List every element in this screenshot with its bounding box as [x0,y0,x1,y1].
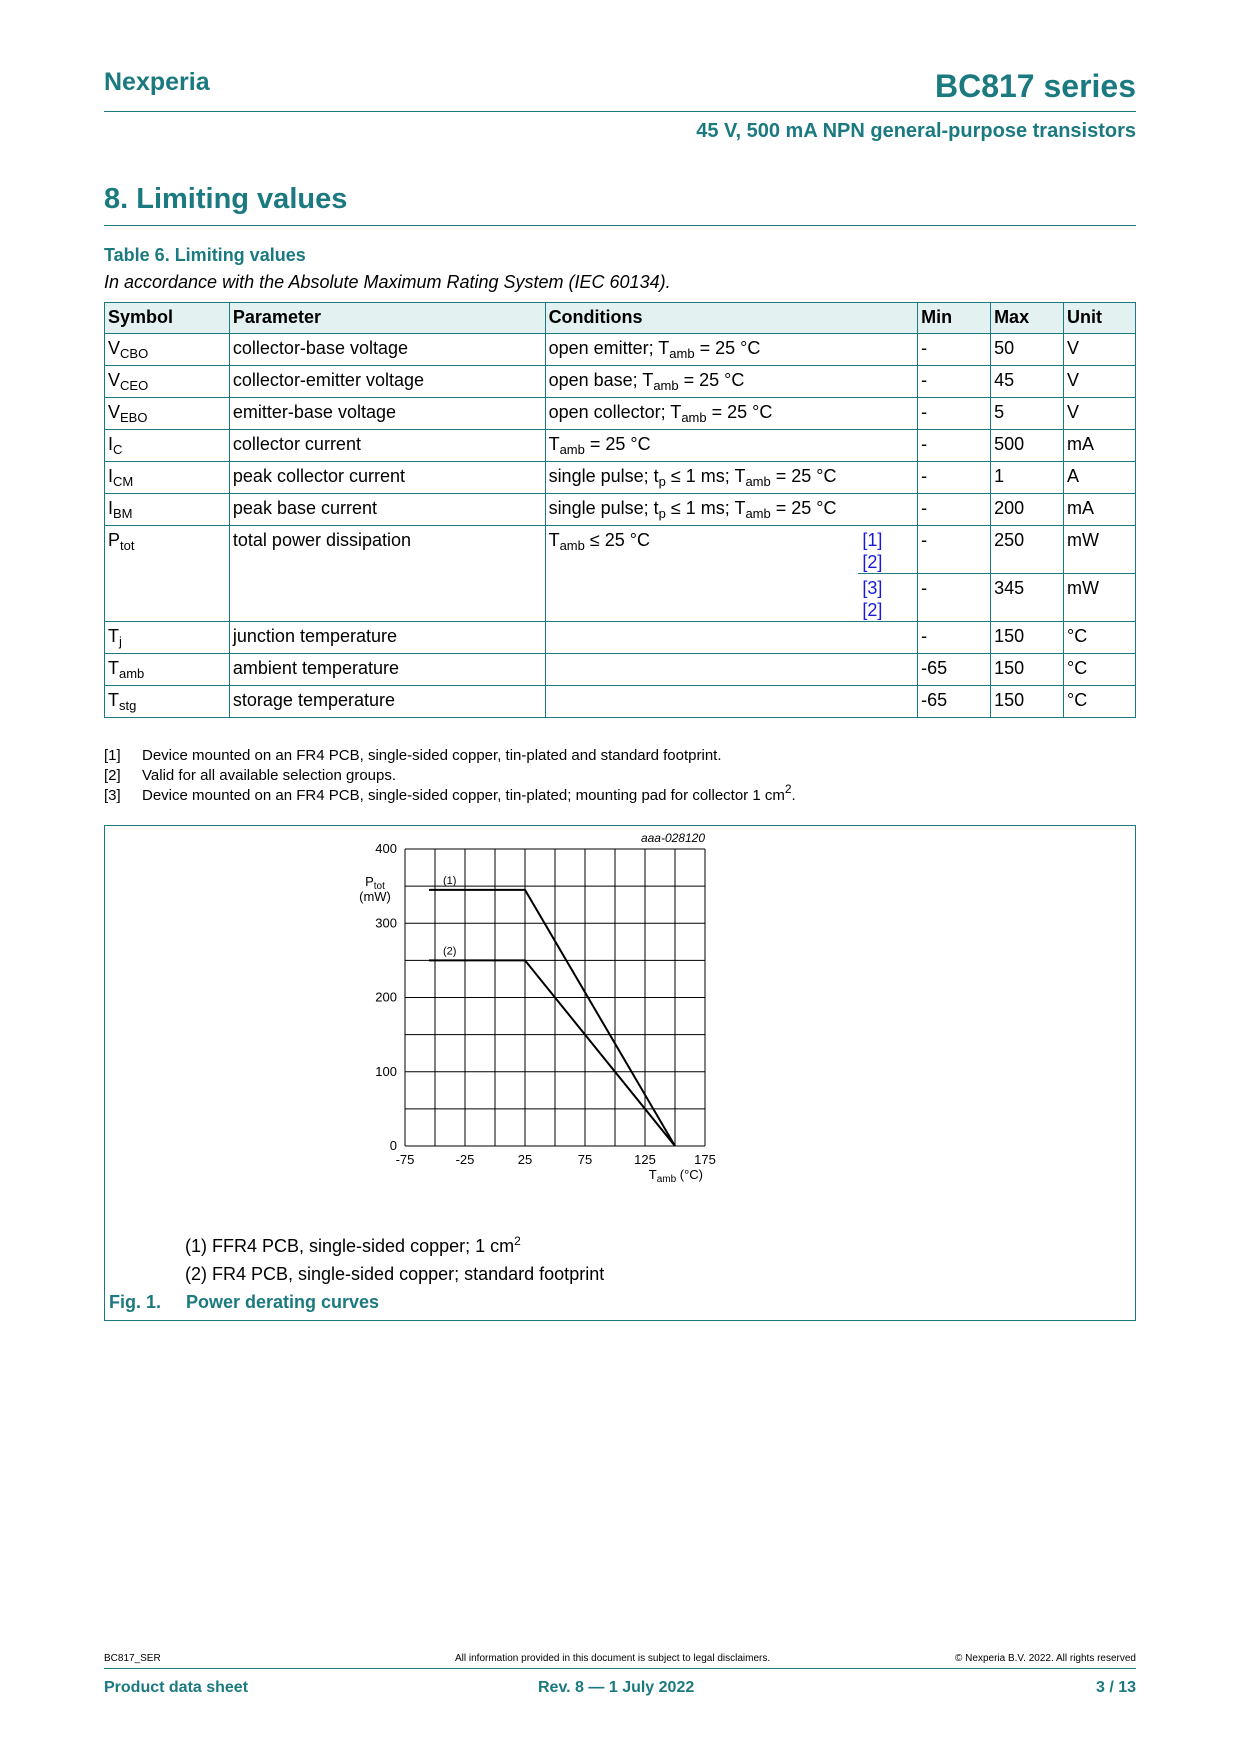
cell-conditions: single pulse; $t_p \le 1$ ms; $T_{amb} = 25$ °C [545,494,918,526]
table-row [105,654,1136,686]
table-row [105,686,1136,718]
cell-symbol: $I_{CM}$ [105,462,230,494]
y-tick-label: 400 [375,841,397,856]
cell-min: - [918,574,991,622]
cell-unit: A [1064,462,1136,494]
figure-code: aaa-028120 [640,831,705,845]
cell-conditions: $T_{amb} = 25$ °C [545,430,918,462]
cell-conditions: $T_{amb} \le 25$ °C [545,526,858,622]
document-subtitle: 45 V, 500 mA NPN general-purpose transistors [696,120,1136,142]
cell-symbol: $I_{BM}$ [105,494,230,526]
y-tick-label: 0 [389,1138,397,1153]
series-label-1: (1) [443,874,457,887]
cell-min: - [918,462,991,494]
cell-min: - [918,526,991,574]
header-unit: Unit [1064,303,1136,334]
table-row [105,462,1136,494]
cell-parameter: collector-emitter voltage [229,366,545,398]
note-ref-link[interactable]: [1] [862,530,883,550]
table-row [105,430,1136,462]
cell-max: 150 [991,686,1064,718]
cell-symbol: $V_{CEO}$ [105,366,230,398]
header-max: Max [991,303,1064,334]
footer-disclaimer: All information provided in this document is subject to legal disclaimers. [455,1653,771,1664]
y-tick-label: 100 [375,1063,397,1079]
cell-max: 1 [991,462,1064,494]
header-min: Min [918,303,991,334]
cell-conditions [545,686,918,718]
cell-conditions [545,654,918,686]
cell-unit: V [1064,334,1136,366]
cell-conditions: open emitter; $T_{amb} = 25$ °C [545,334,918,366]
cell-parameter: storage temperature [229,686,545,718]
cell-max: 345 [991,574,1064,622]
footer-doc-code: BC817_SER [104,1653,161,1664]
cell-min: - [918,334,991,366]
cell-min: - [918,622,991,654]
cell-symbol: $I_C$ [105,430,230,462]
cell-parameter: total power dissipation [229,526,545,622]
table-row [105,622,1136,654]
section-title: 8. Limiting values [104,183,348,215]
x-tick-label: -75 [395,1152,415,1167]
table-row [105,366,1136,398]
cell-symbol: $P_{tot}$ [105,526,230,622]
cell-references [858,526,918,574]
header-conditions: Conditions [545,303,918,334]
cell-unit: °C [1064,654,1136,686]
table-row [105,494,1136,526]
cell-max: 250 [991,526,1064,574]
cell-parameter: emitter-base voltage [229,398,545,430]
table-header-row [105,303,1136,334]
cell-max: 50 [991,334,1064,366]
figure-box [104,825,1136,1321]
footer-divider [104,1668,1136,1669]
brand-name: Nexperia [104,68,210,96]
y-tick-label: 300 [375,915,397,931]
cell-min: - [918,398,991,430]
cell-parameter: peak collector current [229,462,545,494]
x-tick-label: 75 [577,1152,593,1167]
legend-item-1: (1) FFR4 PCB, single-sided copper; 1 $cm^2$ [185,1234,521,1256]
cell-max: 150 [991,654,1064,686]
header-divider [104,111,1136,112]
note-1: [1] Device mounted on an FR4 PCB, single-sided copper, tin-plated and standard footprint. [104,747,722,764]
cell-max: 5 [991,398,1064,430]
cell-symbol: $V_{CBO}$ [105,334,230,366]
y-axis-label: $P_{tot}$ [365,874,385,892]
x-tick-label: 125 [634,1152,656,1167]
cell-min: - [918,430,991,462]
cell-max: 500 [991,430,1064,462]
x-tick-label: 25 [517,1152,533,1167]
series-line-2 [429,960,675,1146]
cell-min: - [918,494,991,526]
document-title: BC817 series [934,68,1136,104]
note-ref-link[interactable]: [2] [862,600,883,620]
header-parameter: Parameter [229,303,545,334]
cell-conditions: open base; $T_{amb} = 25$ °C [545,366,918,398]
note-2: [2] Valid for all available selection groups. [104,767,397,784]
cell-min: - [918,366,991,398]
cell-symbol: $V_{EBO}$ [105,398,230,430]
cell-parameter: ambient temperature [229,654,545,686]
cell-symbol: $T_j$ [105,622,230,654]
cell-max: 200 [991,494,1064,526]
cell-min: -65 [918,654,991,686]
cell-unit: mW [1064,526,1136,574]
y-tick-label: 200 [375,989,397,1005]
table-row [105,398,1136,430]
header-symbol: Symbol [105,303,230,334]
cell-unit: mA [1064,430,1136,462]
x-tick-label: -25 [455,1152,475,1167]
footer-doc-type: Product data sheet [104,1679,249,1696]
cell-conditions [545,622,918,654]
footer-revision: Rev. 8 — 1 July 2022 [538,1679,695,1696]
cell-symbol: $T_{amb}$ [105,654,230,686]
table-row [105,334,1136,366]
cell-parameter: junction temperature [229,622,545,654]
cell-unit: °C [1064,686,1136,718]
legend-item-2: (2) FR4 PCB, single-sided copper; standard footprint [185,1264,605,1284]
table-description: In accordance with the Absolute Maximum Rating System (IEC 60134). [104,272,671,292]
cell-parameter: peak base current [229,494,545,526]
table-notes [104,746,796,806]
cell-unit: V [1064,398,1136,430]
cell-unit: °C [1064,622,1136,654]
cell-conditions: open collector; $T_{amb} = 25$ °C [545,398,918,430]
limiting-values-table [104,302,1136,718]
cell-parameter: collector current [229,430,545,462]
cell-unit: mW [1064,574,1136,622]
cell-min: -65 [918,686,991,718]
series-line-1 [429,890,675,1146]
x-tick-label: 175 [694,1152,716,1167]
cell-unit: V [1064,366,1136,398]
note-ref-link[interactable]: [3] [862,578,883,598]
series-label-2: (2) [443,945,457,958]
cell-unit: mA [1064,494,1136,526]
x-axis-label: $T_{amb}$ (°C) [648,1167,703,1185]
cell-conditions: single pulse; $t_p \le 1$ ms; $T_{amb} = 25$ °C [545,462,918,494]
note-3: [3] Device mounted on an FR4 PCB, single-sided copper, tin-plated; mounting pad for collector 1 $cm^2$. [104,782,796,804]
cell-references [858,574,918,622]
table-row-ptot [105,526,1136,574]
footer-page-number: 3 / 13 [1095,1679,1136,1696]
cell-symbol: $T_{stg}$ [105,686,230,718]
cell-max: 45 [991,366,1064,398]
y-axis-unit: (mW) [359,889,391,904]
note-ref-link[interactable]: [2] [862,552,883,572]
cell-max: 150 [991,622,1064,654]
power-derating-chart [105,826,1135,1226]
figure-legend [185,1232,604,1288]
figure-caption: Fig. 1. Power derating curves [109,1292,380,1312]
table-title: Table 6. Limiting values [104,245,306,265]
footer-copyright: © Nexperia B.V. 2022. All rights reserved [955,1653,1136,1664]
cell-parameter: collector-base voltage [229,334,545,366]
section-divider [104,225,1136,226]
